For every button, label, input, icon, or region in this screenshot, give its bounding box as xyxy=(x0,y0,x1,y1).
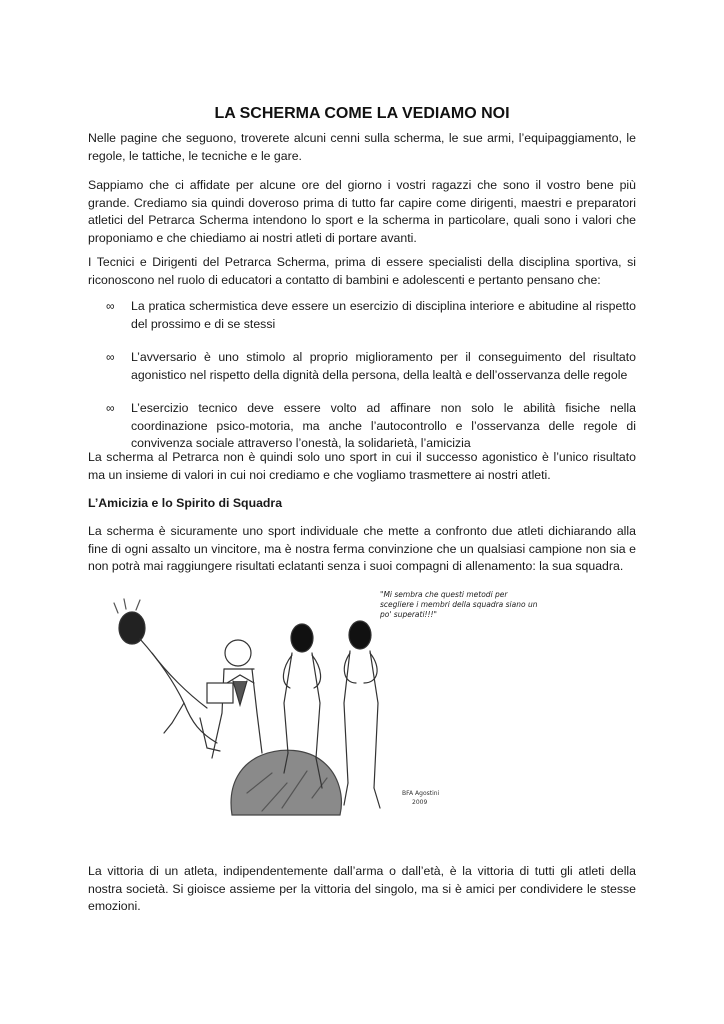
speech-bubble-text: "Mi sembra che questi metodi per scegliere i membri della squadra siano un po' superati!!!" xyxy=(380,590,538,619)
values-paragraph: La scherma al Petrarca non è quindi solo uno sport in cui il successo agonistico è l’unico risultato ma un insieme di valori in cui noi crediamo e che vogliamo trasmettere ai nostri atleti. xyxy=(88,450,636,482)
educators-paragraph: I Tecnici e Dirigenti del Petrarca Scherma, prima di essere specialisti della disciplina sportiva, si riconoscono nel ruolo di educatori a contatto di bambini e adolescenti e pertanto pensano che: xyxy=(88,255,636,287)
victory-paragraph: La vittoria di un atleta, indipendentemente dall’arma o dall’età, è la vittoria di tutti gli atleti della nostra società. Si gioisce assieme per la vittoria del singolo, ma si è amici per condividere le stesse emozioni. xyxy=(88,864,636,913)
section-subtitle: L’Amicizia e lo Spirito di Squadra xyxy=(88,496,283,510)
intro-paragraph: Nelle pagine che seguono, troverete alcuni cenni sulla scherma, le sue armi, l’equipaggiamento, le regole, le tattiche, le tecniche e le gare. xyxy=(88,131,636,163)
list-item xyxy=(88,349,636,384)
list-item xyxy=(88,298,636,333)
list-item-text: La pratica schermistica deve essere un esercizio di disciplina interiore e abitudine al rispetto del prossimo e di se stessi xyxy=(131,299,636,331)
team-paragraph: La scherma è sicuramente uno sport individuale che mette a confronto due atleti dichiarando alla fine di ogni assalto un vincitore, ma è nostra ferma convinzione che un qualsiasi campione non sia e non potrà mai raggiungere risultati eclatanti senza i suoi compagni di allenamento: la sua squadra. xyxy=(88,524,636,573)
list-item-text: L’esercizio tecnico deve essere volto ad affinare non solo le abilità fisiche nella coordinazione psico-motoria, ma anche l’autocontrollo e l’osservanza delle regole di convivenza sociale attraverso l’onestà, la solidarietà, l’amicizia xyxy=(131,401,636,450)
signature-line1: BFA Agostini xyxy=(402,790,440,797)
page-title: LA SCHERMA COME LA VEDIAMO NOI xyxy=(214,105,510,122)
signature-line2: 2009 xyxy=(412,799,428,806)
values-list xyxy=(88,298,636,453)
parents-paragraph: Sappiamo che ci affidate per alcune ore del giorno i vostri ragazzi che sono il vostro bene più grande. Crediamo sia quindi doveroso prima di tutto far capire come dirigenti, maestri e preparatori atletici del Petrarca Scherma intendono lo sport e la scherma in particolare, quali sono i valori che proponiamo e che chiediamo ai nostri atleti di portare avanti. xyxy=(88,178,636,245)
infinity-bullet-icon: ∞ xyxy=(106,401,115,415)
list-item-text: L’avversario è uno stimolo al proprio miglioramento per il conseguimento del risultato agonistico nel rispetto della dignità della persona, della lealtà e dell’osservanza delle regole xyxy=(131,350,636,382)
infinity-bullet-icon: ∞ xyxy=(106,299,115,313)
list-item xyxy=(88,400,636,453)
infinity-bullet-icon: ∞ xyxy=(106,350,115,364)
